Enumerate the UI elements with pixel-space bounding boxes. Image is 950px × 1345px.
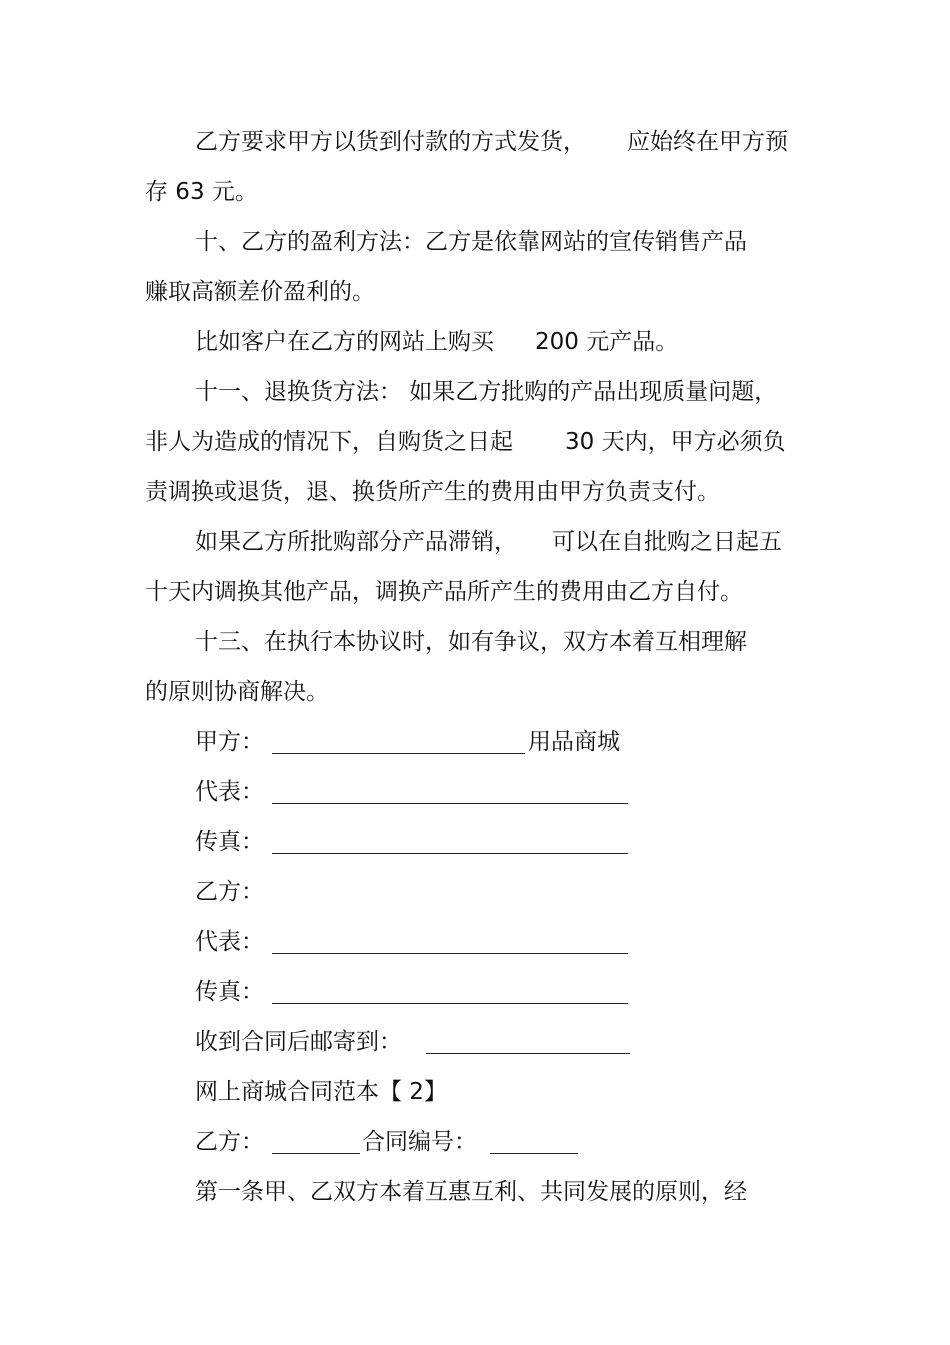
party-a-blank[interactable] — [272, 727, 525, 754]
fax-a-label: 传真： — [195, 829, 264, 855]
party-b2-label: 乙方： — [195, 1129, 264, 1155]
paragraph-line: 的原则协商解决。 — [145, 679, 329, 705]
rep-b-blank[interactable] — [272, 927, 628, 954]
paragraph-line: 十一、退换货方法： 如果乙方批购的产品出现质量问题， — [195, 379, 778, 405]
party-b-label: 乙方： — [195, 879, 264, 905]
party-b2-blank[interactable] — [272, 1127, 360, 1154]
section-title: 网上商城合同范本【 2】 — [195, 1079, 447, 1105]
mail-label: 收到合同后邮寄到： — [195, 1029, 402, 1055]
rep-a-label: 代表： — [195, 779, 264, 805]
paragraph-line: 存 63 元。 — [145, 179, 258, 205]
rep-a-blank[interactable] — [272, 777, 628, 804]
party-a-label: 甲方： — [195, 729, 264, 755]
fax-b-label: 传真： — [195, 979, 264, 1005]
contract-no-blank[interactable] — [490, 1127, 578, 1154]
contract-no-label: 合同编号： — [362, 1129, 477, 1155]
paragraph-line: 十、乙方的盈利方法：乙方是依靠网站的宣传销售产品 — [195, 229, 747, 255]
paragraph-line: 赚取高额差价盈利的。 — [145, 279, 375, 305]
fax-b-blank[interactable] — [272, 977, 628, 1004]
mail-blank[interactable] — [426, 1027, 630, 1054]
fax-a-blank[interactable] — [272, 827, 628, 854]
document-page: 乙方要求甲方以货到付款的方式发货， 应始终在甲方预 存 63 元。 十、乙方的盈利方法：乙方是依靠网站的宣传销售产品 赚取高额差价盈利的。 比如客户在乙方的网站上购买 200 元产品。 十一、退换货方法： 如果乙方批购的产品出现质量问题， 非人为造成的情况下，自购货之日起 30 天内，甲方必须负 责调换或退货，退、换货所产生的费用由甲方负责支付。 如果乙方所批购部分产品滞销， 可以在自批购之日起五 十天内调换其他产品，调换产品所产生的费用由乙方自付。 十三、在执行本协议时，如有争议，双方本着互相理解 的原则协商解决。 甲方： 用品商城 代表： 传真： 乙方： 代表： 传真： 收到合同后邮寄到： 网上商城合同范本【 2】 乙方： 合同编号： 第一条甲、乙双方本着互惠互利、共同发展的原则，经 — [145, 129, 788, 1205]
paragraph-line: 责调换或退货，退、换货所产生的费用由甲方负责支付。 — [145, 479, 720, 505]
article-1: 第一条甲、乙双方本着互惠互利、共同发展的原则，经 — [195, 1179, 747, 1205]
rep-b-label: 代表： — [195, 929, 264, 955]
party-a-suffix: 用品商城 — [528, 729, 620, 755]
paragraph-line: 十三、在执行本协议时，如有争议，双方本着互相理解 — [195, 629, 747, 655]
paragraph-line: 十天内调换其他产品，调换产品所产生的费用由乙方自付。 — [145, 579, 743, 605]
